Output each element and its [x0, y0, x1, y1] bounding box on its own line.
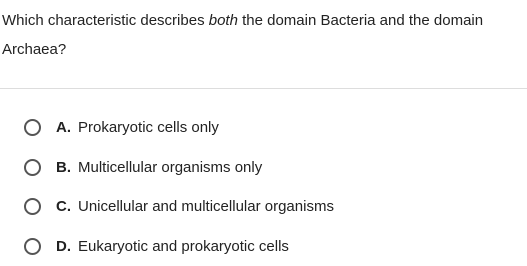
choice-b[interactable] [24, 148, 524, 188]
choice-letter: C. [56, 198, 78, 215]
radio-button-icon[interactable] [24, 198, 41, 215]
choice-letter: B. [56, 159, 78, 176]
radio-button-icon[interactable] [24, 238, 41, 255]
choice-c[interactable] [24, 187, 524, 227]
question-text-start: Which characteristic describes [2, 12, 209, 29]
question-text-end: the domain Bacteria and the domain Archaea? [2, 12, 483, 58]
divider [0, 88, 527, 89]
question-emphasis: both [209, 12, 238, 29]
choice-label: Prokaryotic cells only [78, 119, 219, 136]
choice-a[interactable] [24, 108, 524, 148]
choice-label: Multicellular organisms only [78, 159, 262, 176]
radio-button-icon[interactable] [24, 119, 41, 136]
choice-label: Eukaryotic and prokaryotic cells [78, 238, 289, 255]
radio-button-icon[interactable] [24, 159, 41, 176]
question-text [2, 6, 525, 64]
choice-letter: A. [56, 119, 78, 136]
answer-choices [24, 108, 524, 266]
choice-d[interactable] [24, 227, 524, 266]
choice-label: Unicellular and multicellular organisms [78, 198, 334, 215]
choice-letter: D. [56, 238, 78, 255]
